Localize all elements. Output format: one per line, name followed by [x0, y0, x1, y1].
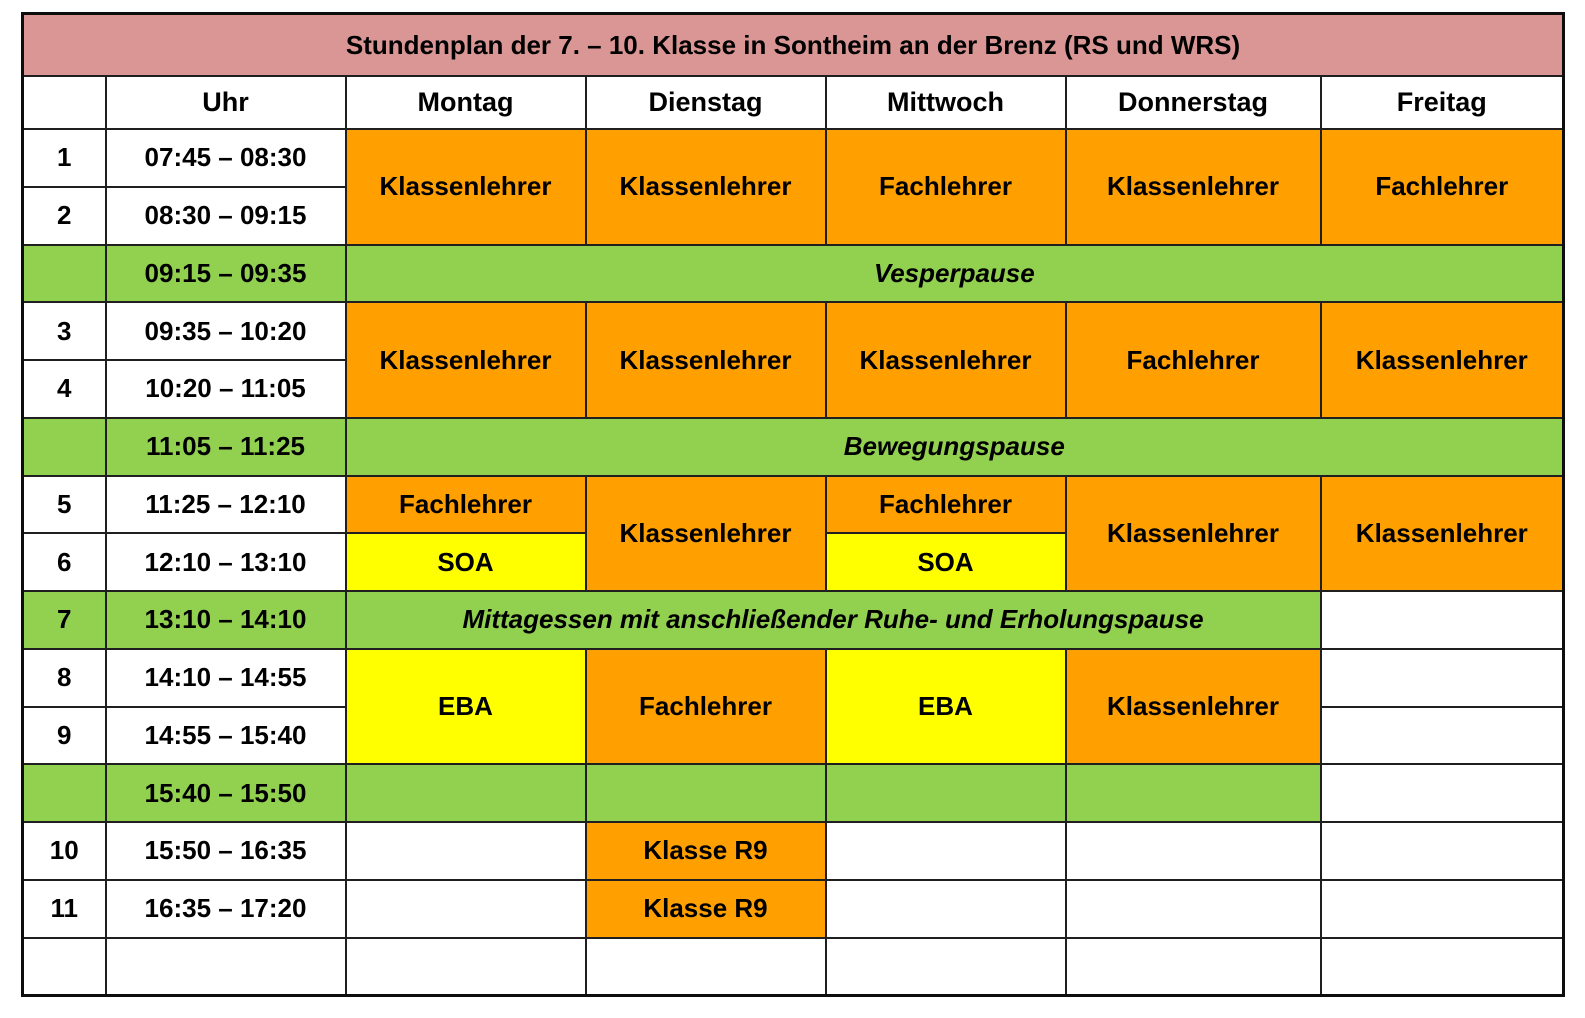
pause-1540-donnerstag — [1066, 764, 1321, 822]
row-period-11 — [23, 880, 1564, 938]
lesson-mittwoch-10-empty — [826, 822, 1066, 880]
lesson-donnerstag-1-2: Klassenlehrer — [1066, 129, 1321, 245]
pause-1540-time: 15:40 – 15:50 — [106, 764, 346, 822]
period-4-number: 4 — [23, 360, 106, 418]
header-freitag: Freitag — [1321, 76, 1564, 129]
empty-number — [23, 938, 106, 996]
lesson-dienstag-11: Klasse R9 — [586, 880, 826, 938]
lesson-montag-10-empty — [346, 822, 586, 880]
period-1-time: 07:45 – 08:30 — [106, 129, 346, 187]
period-2-number: 2 — [23, 187, 106, 245]
header-period-blank — [23, 76, 106, 129]
period-5-number: 5 — [23, 476, 106, 534]
lesson-mittwoch-1-2: Fachlehrer — [826, 129, 1066, 245]
row-period-3 — [23, 302, 1564, 360]
period-8-time: 14:10 – 14:55 — [106, 649, 346, 707]
period-7-time: 13:10 – 14:10 — [106, 591, 346, 649]
vesperpause-number-blank — [23, 245, 106, 303]
lesson-montag-6: SOA — [346, 533, 586, 591]
lesson-montag-8-9: EBA — [346, 649, 586, 765]
timetable — [21, 12, 1565, 997]
lesson-donnerstag-11-empty — [1066, 880, 1321, 938]
lesson-dienstag-5-6: Klassenlehrer — [586, 476, 826, 592]
empty-donnerstag — [1066, 938, 1321, 996]
pause-1540-freitag-empty — [1321, 764, 1564, 822]
vesperpause-label: Vesperpause — [346, 245, 1564, 303]
lesson-freitag-9-empty — [1321, 707, 1564, 765]
row-period-7-mittagspause — [23, 591, 1564, 649]
pause-1540-dienstag — [586, 764, 826, 822]
lesson-donnerstag-10-empty — [1066, 822, 1321, 880]
period-8-number: 8 — [23, 649, 106, 707]
empty-dienstag — [586, 938, 826, 996]
header-row — [23, 76, 1564, 129]
lesson-donnerstag-3-4: Fachlehrer — [1066, 302, 1321, 418]
period-1-number: 1 — [23, 129, 106, 187]
page-title: Stundenplan der 7. – 10. Klasse in Sontheim an der Brenz (RS und WRS) — [23, 14, 1564, 77]
pause-1540-montag — [346, 764, 586, 822]
header-montag: Montag — [346, 76, 586, 129]
bewegungspause-label: Bewegungspause — [346, 418, 1564, 476]
row-period-1 — [23, 129, 1564, 187]
row-vesperpause — [23, 245, 1564, 303]
row-period-5 — [23, 476, 1564, 534]
period-6-time: 12:10 – 13:10 — [106, 533, 346, 591]
header-donnerstag: Donnerstag — [1066, 76, 1321, 129]
mittagspause-label: Mittagessen mit anschließender Ruhe- und Erholungspause — [346, 591, 1321, 649]
bewegungspause-number-blank — [23, 418, 106, 476]
header-dienstag: Dienstag — [586, 76, 826, 129]
lesson-freitag-3-4: Klassenlehrer — [1321, 302, 1564, 418]
header-uhr: Uhr — [106, 76, 346, 129]
lesson-freitag-1-2: Fachlehrer — [1321, 129, 1564, 245]
lesson-dienstag-1-2: Klassenlehrer — [586, 129, 826, 245]
period-9-time: 14:55 – 15:40 — [106, 707, 346, 765]
lesson-montag-3-4: Klassenlehrer — [346, 302, 586, 418]
period-4-time: 10:20 – 11:05 — [106, 360, 346, 418]
period-7-number: 7 — [23, 591, 106, 649]
lesson-dienstag-10: Klasse R9 — [586, 822, 826, 880]
period-6-number: 6 — [23, 533, 106, 591]
row-period-8 — [23, 649, 1564, 707]
period-11-number: 11 — [23, 880, 106, 938]
bewegungspause-time: 11:05 – 11:25 — [106, 418, 346, 476]
row-empty-bottom — [23, 938, 1564, 996]
lesson-dienstag-8-9: Fachlehrer — [586, 649, 826, 765]
pause-1540-mittwoch — [826, 764, 1066, 822]
row-bewegungspause — [23, 418, 1564, 476]
period-10-time: 15:50 – 16:35 — [106, 822, 346, 880]
lesson-mittwoch-11-empty — [826, 880, 1066, 938]
lesson-mittwoch-3-4: Klassenlehrer — [826, 302, 1066, 418]
title-row — [23, 14, 1564, 77]
lesson-montag-5: Fachlehrer — [346, 476, 586, 534]
empty-mittwoch — [826, 938, 1066, 996]
lesson-mittwoch-8-9: EBA — [826, 649, 1066, 765]
lesson-freitag-5-6: Klassenlehrer — [1321, 476, 1564, 592]
lesson-mittwoch-6: SOA — [826, 533, 1066, 591]
period-5-time: 11:25 – 12:10 — [106, 476, 346, 534]
empty-freitag — [1321, 938, 1564, 996]
lesson-dienstag-3-4: Klassenlehrer — [586, 302, 826, 418]
pause-1540-number-blank — [23, 764, 106, 822]
period-2-time: 08:30 – 09:15 — [106, 187, 346, 245]
vesperpause-time: 09:15 – 09:35 — [106, 245, 346, 303]
row-period-10 — [23, 822, 1564, 880]
lesson-freitag-10-empty — [1321, 822, 1564, 880]
lesson-mittwoch-5: Fachlehrer — [826, 476, 1066, 534]
header-mittwoch: Mittwoch — [826, 76, 1066, 129]
period-11-time: 16:35 – 17:20 — [106, 880, 346, 938]
lesson-donnerstag-8-9: Klassenlehrer — [1066, 649, 1321, 765]
empty-montag — [346, 938, 586, 996]
empty-time — [106, 938, 346, 996]
period-3-time: 09:35 – 10:20 — [106, 302, 346, 360]
period-10-number: 10 — [23, 822, 106, 880]
lesson-donnerstag-5-6: Klassenlehrer — [1066, 476, 1321, 592]
lesson-freitag-8-empty — [1321, 649, 1564, 707]
lesson-freitag-7-empty — [1321, 591, 1564, 649]
lesson-montag-1-2: Klassenlehrer — [346, 129, 586, 245]
lesson-freitag-11-empty — [1321, 880, 1564, 938]
period-3-number: 3 — [23, 302, 106, 360]
lesson-montag-11-empty — [346, 880, 586, 938]
period-9-number: 9 — [23, 707, 106, 765]
row-pause-1540 — [23, 764, 1564, 822]
